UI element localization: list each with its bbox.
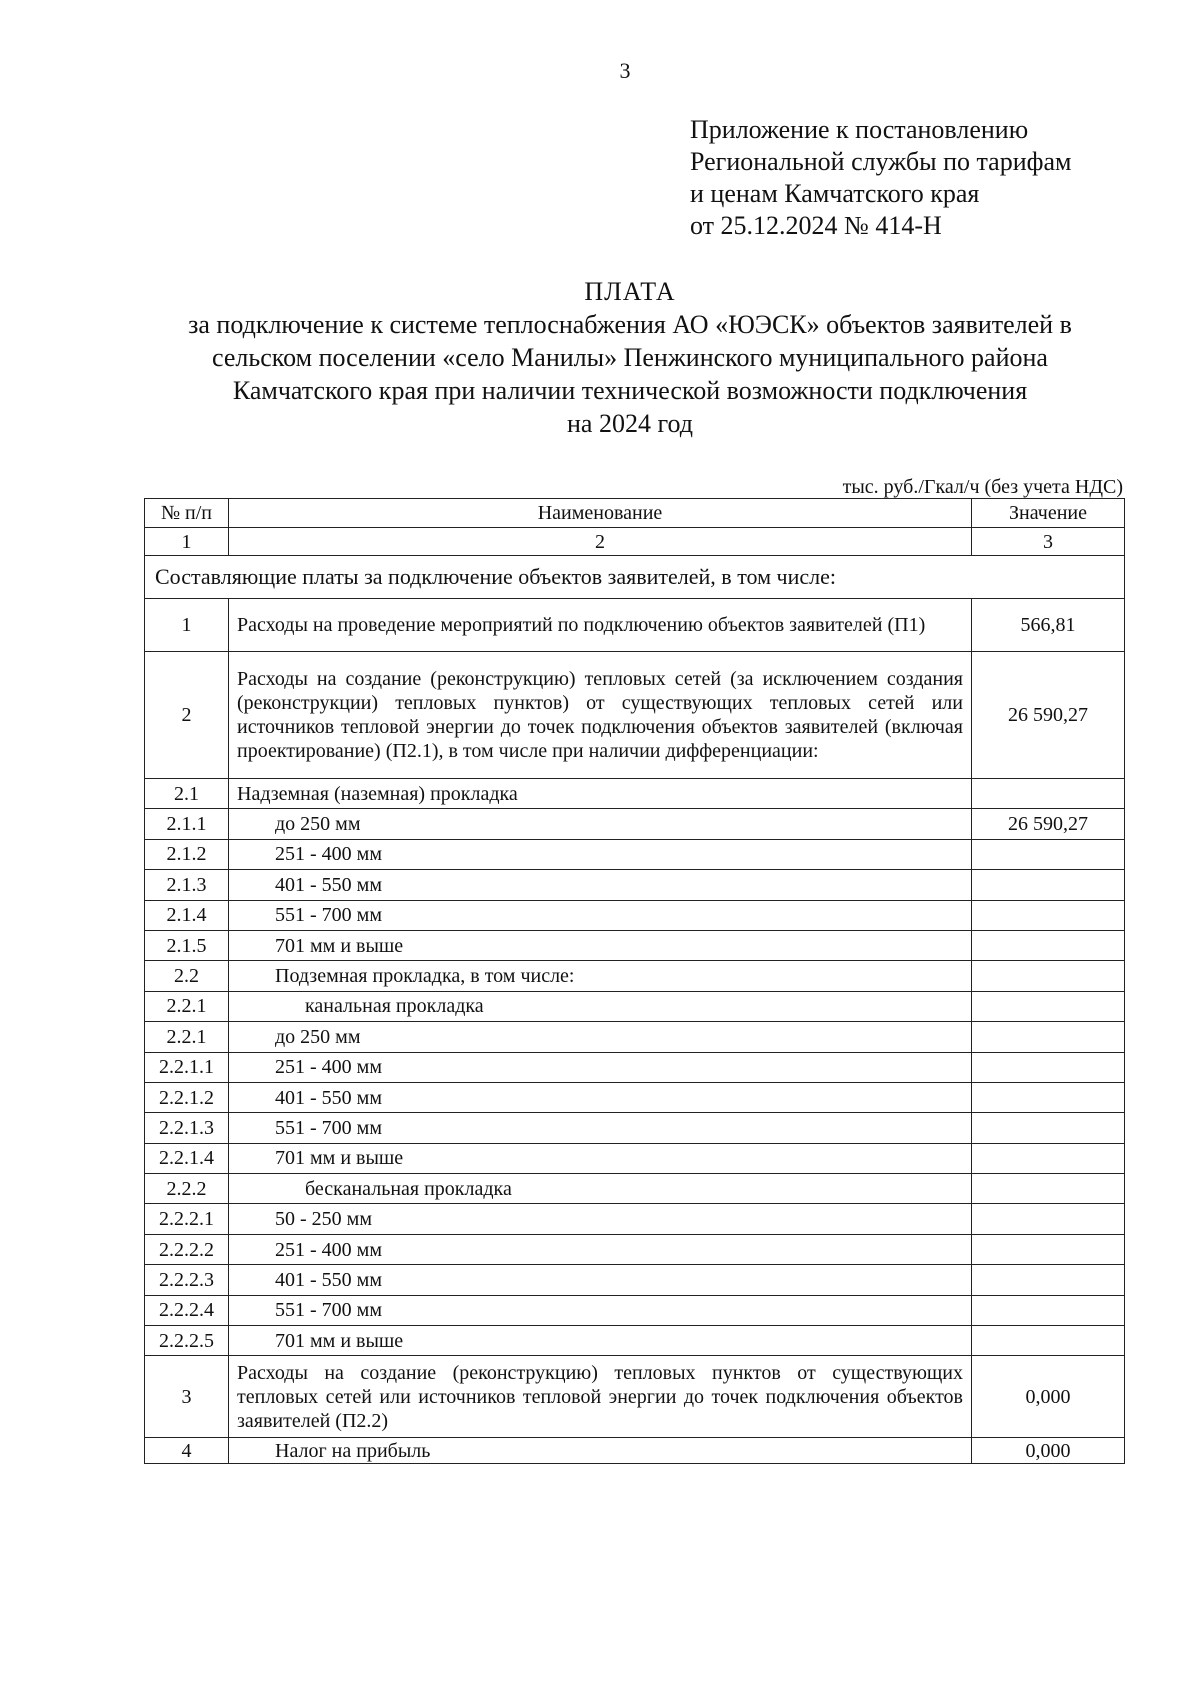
table-row — [145, 652, 1125, 779]
table-row — [145, 1265, 1125, 1295]
subtitle-line: Камчатского края при наличии технической возможности подключения — [232, 376, 1028, 405]
row-value — [972, 1113, 1125, 1143]
row-number: 2.2.1.4 — [145, 1143, 229, 1173]
row-number: 2.2.2.2 — [145, 1234, 229, 1264]
table-row — [145, 1234, 1125, 1264]
row-value — [972, 961, 1125, 991]
row-number: 2.2.2.5 — [145, 1326, 229, 1356]
column-number: 2 — [229, 528, 972, 556]
row-name: 251 - 400 мм — [229, 1052, 972, 1082]
row-value — [972, 870, 1125, 900]
appendix-line: Приложение к постановлению — [690, 115, 1029, 144]
row-name: Расходы на проведение мероприятий по подключению объектов заявителей (П1) — [229, 599, 972, 652]
table-row — [145, 809, 1125, 839]
row-value — [972, 1052, 1125, 1082]
table-row — [145, 1052, 1125, 1082]
row-number: 2.2.2.4 — [145, 1295, 229, 1325]
row-name: 401 - 550 мм — [229, 870, 972, 900]
document-title: ПЛАТА — [584, 277, 676, 306]
subtitle-line: сельском поселении «село Манилы» Пенжинского муниципального района — [212, 343, 1048, 372]
row-name: до 250 мм — [229, 809, 972, 839]
row-name: канальная прокладка — [229, 991, 972, 1021]
row-name: Надземная (наземная) прокладка — [229, 779, 972, 809]
row-value: 566,81 — [972, 599, 1125, 652]
subtitle-line: за подключение к системе теплоснабжения АО «ЮЭСК» объектов заявителей в — [188, 310, 1072, 339]
row-name: 551 - 700 мм — [229, 1295, 972, 1325]
row-number: 2.2.1.1 — [145, 1052, 229, 1082]
row-name: 701 мм и выше — [229, 1143, 972, 1173]
row-number: 3 — [145, 1356, 229, 1438]
row-number: 2.2.2 — [145, 1174, 229, 1204]
table-row — [145, 900, 1125, 930]
row-number: 2.2.1.3 — [145, 1113, 229, 1143]
row-value — [972, 930, 1125, 960]
fee-table — [144, 498, 1125, 1464]
row-value — [972, 839, 1125, 869]
row-name: бесканальная прокладка — [229, 1174, 972, 1204]
row-number: 2.2.1 — [145, 991, 229, 1021]
row-value — [972, 900, 1125, 930]
row-value — [972, 1295, 1125, 1325]
appendix-line: и ценам Камчатского края — [690, 179, 980, 208]
row-number: 2.2.2.1 — [145, 1204, 229, 1234]
page-number: 3 — [619, 58, 631, 83]
row-number: 4 — [145, 1438, 229, 1464]
row-name: 701 мм и выше — [229, 1326, 972, 1356]
row-number: 2.1.4 — [145, 900, 229, 930]
row-number: 2.2.2.3 — [145, 1265, 229, 1295]
table-row — [145, 1022, 1125, 1052]
row-name: 251 - 400 мм — [229, 1234, 972, 1264]
row-value: 0,000 — [972, 1438, 1125, 1464]
table-header-row — [145, 499, 1125, 528]
row-number: 2.1.2 — [145, 839, 229, 869]
appendix-line: Региональной службы по тарифам — [690, 147, 1072, 176]
row-value — [972, 779, 1125, 809]
table-row — [145, 1113, 1125, 1143]
row-name: 251 - 400 мм — [229, 839, 972, 869]
row-value — [972, 1204, 1125, 1234]
row-number: 2.2.1 — [145, 1022, 229, 1052]
row-number: 2.1.5 — [145, 930, 229, 960]
row-name: 701 мм и выше — [229, 930, 972, 960]
column-numbers-row — [145, 528, 1125, 556]
row-value: 0,000 — [972, 1356, 1125, 1438]
table-row — [145, 991, 1125, 1021]
table-row — [145, 961, 1125, 991]
header-value: Значение — [972, 499, 1125, 528]
column-number: 3 — [972, 528, 1125, 556]
appendix-line: от 25.12.2024 № 414-Н — [690, 211, 942, 240]
subtitle-line: на 2024 год — [567, 409, 693, 438]
table-row — [145, 1326, 1125, 1356]
table-row — [145, 599, 1125, 652]
row-number: 2.2 — [145, 961, 229, 991]
row-value — [972, 1143, 1125, 1173]
row-value — [972, 1082, 1125, 1112]
row-number: 2.2.1.2 — [145, 1082, 229, 1112]
row-value — [972, 1326, 1125, 1356]
row-number: 2.1.3 — [145, 870, 229, 900]
row-value: 26 590,27 — [972, 809, 1125, 839]
section-label: Составляющие платы за подключение объектов заявителей, в том числе: — [145, 556, 1125, 599]
title-block — [110, 276, 1150, 440]
table-row — [145, 1082, 1125, 1112]
row-value — [972, 991, 1125, 1021]
table-row — [145, 1204, 1125, 1234]
header-number: № п/п — [145, 499, 229, 528]
table-row — [145, 1143, 1125, 1173]
table-row — [145, 1356, 1125, 1438]
row-name: 50 - 250 мм — [229, 1204, 972, 1234]
row-value — [972, 1234, 1125, 1264]
units-note: тыс. руб./Гкал/ч (без учета НДС) — [842, 476, 1123, 498]
row-name: 401 - 550 мм — [229, 1082, 972, 1112]
row-number: 1 — [145, 599, 229, 652]
row-value: 26 590,27 — [972, 652, 1125, 779]
document-subtitle — [110, 308, 1150, 440]
table-row — [145, 1438, 1125, 1464]
header-name: Наименование — [229, 499, 972, 528]
table-row — [145, 930, 1125, 960]
row-name: 551 - 700 мм — [229, 1113, 972, 1143]
row-value — [972, 1022, 1125, 1052]
row-value — [972, 1265, 1125, 1295]
row-number: 2.1.1 — [145, 809, 229, 839]
table-row — [145, 1174, 1125, 1204]
table-row — [145, 839, 1125, 869]
table-row — [145, 870, 1125, 900]
row-name: 401 - 550 мм — [229, 1265, 972, 1295]
column-number: 1 — [145, 528, 229, 556]
row-name: Расходы на создание (реконструкцию) тепловых пунктов от существующих тепловых сетей или источников тепловой энергии до точек подключения объектов заявителей (П2.2) — [229, 1356, 972, 1438]
row-name: Подземная прокладка, в том числе: — [229, 961, 972, 991]
row-name: 551 - 700 мм — [229, 900, 972, 930]
row-name: до 250 мм — [229, 1022, 972, 1052]
section-row — [145, 556, 1125, 599]
appendix-header — [690, 114, 1071, 242]
row-number: 2 — [145, 652, 229, 779]
row-name: Расходы на создание (реконструкцию) тепловых сетей (за исключением создания (реконструкции) тепловых пунктов) от существующих тепловых сетей или источников тепловой энергии до точек подключения объектов заявителей (включая проектирование) (П2.1), в том числе при наличии дифференциации: — [229, 652, 972, 779]
row-value — [972, 1174, 1125, 1204]
row-number: 2.1 — [145, 779, 229, 809]
table-row — [145, 779, 1125, 809]
table-row — [145, 1295, 1125, 1325]
row-name: Налог на прибыль — [229, 1438, 972, 1464]
